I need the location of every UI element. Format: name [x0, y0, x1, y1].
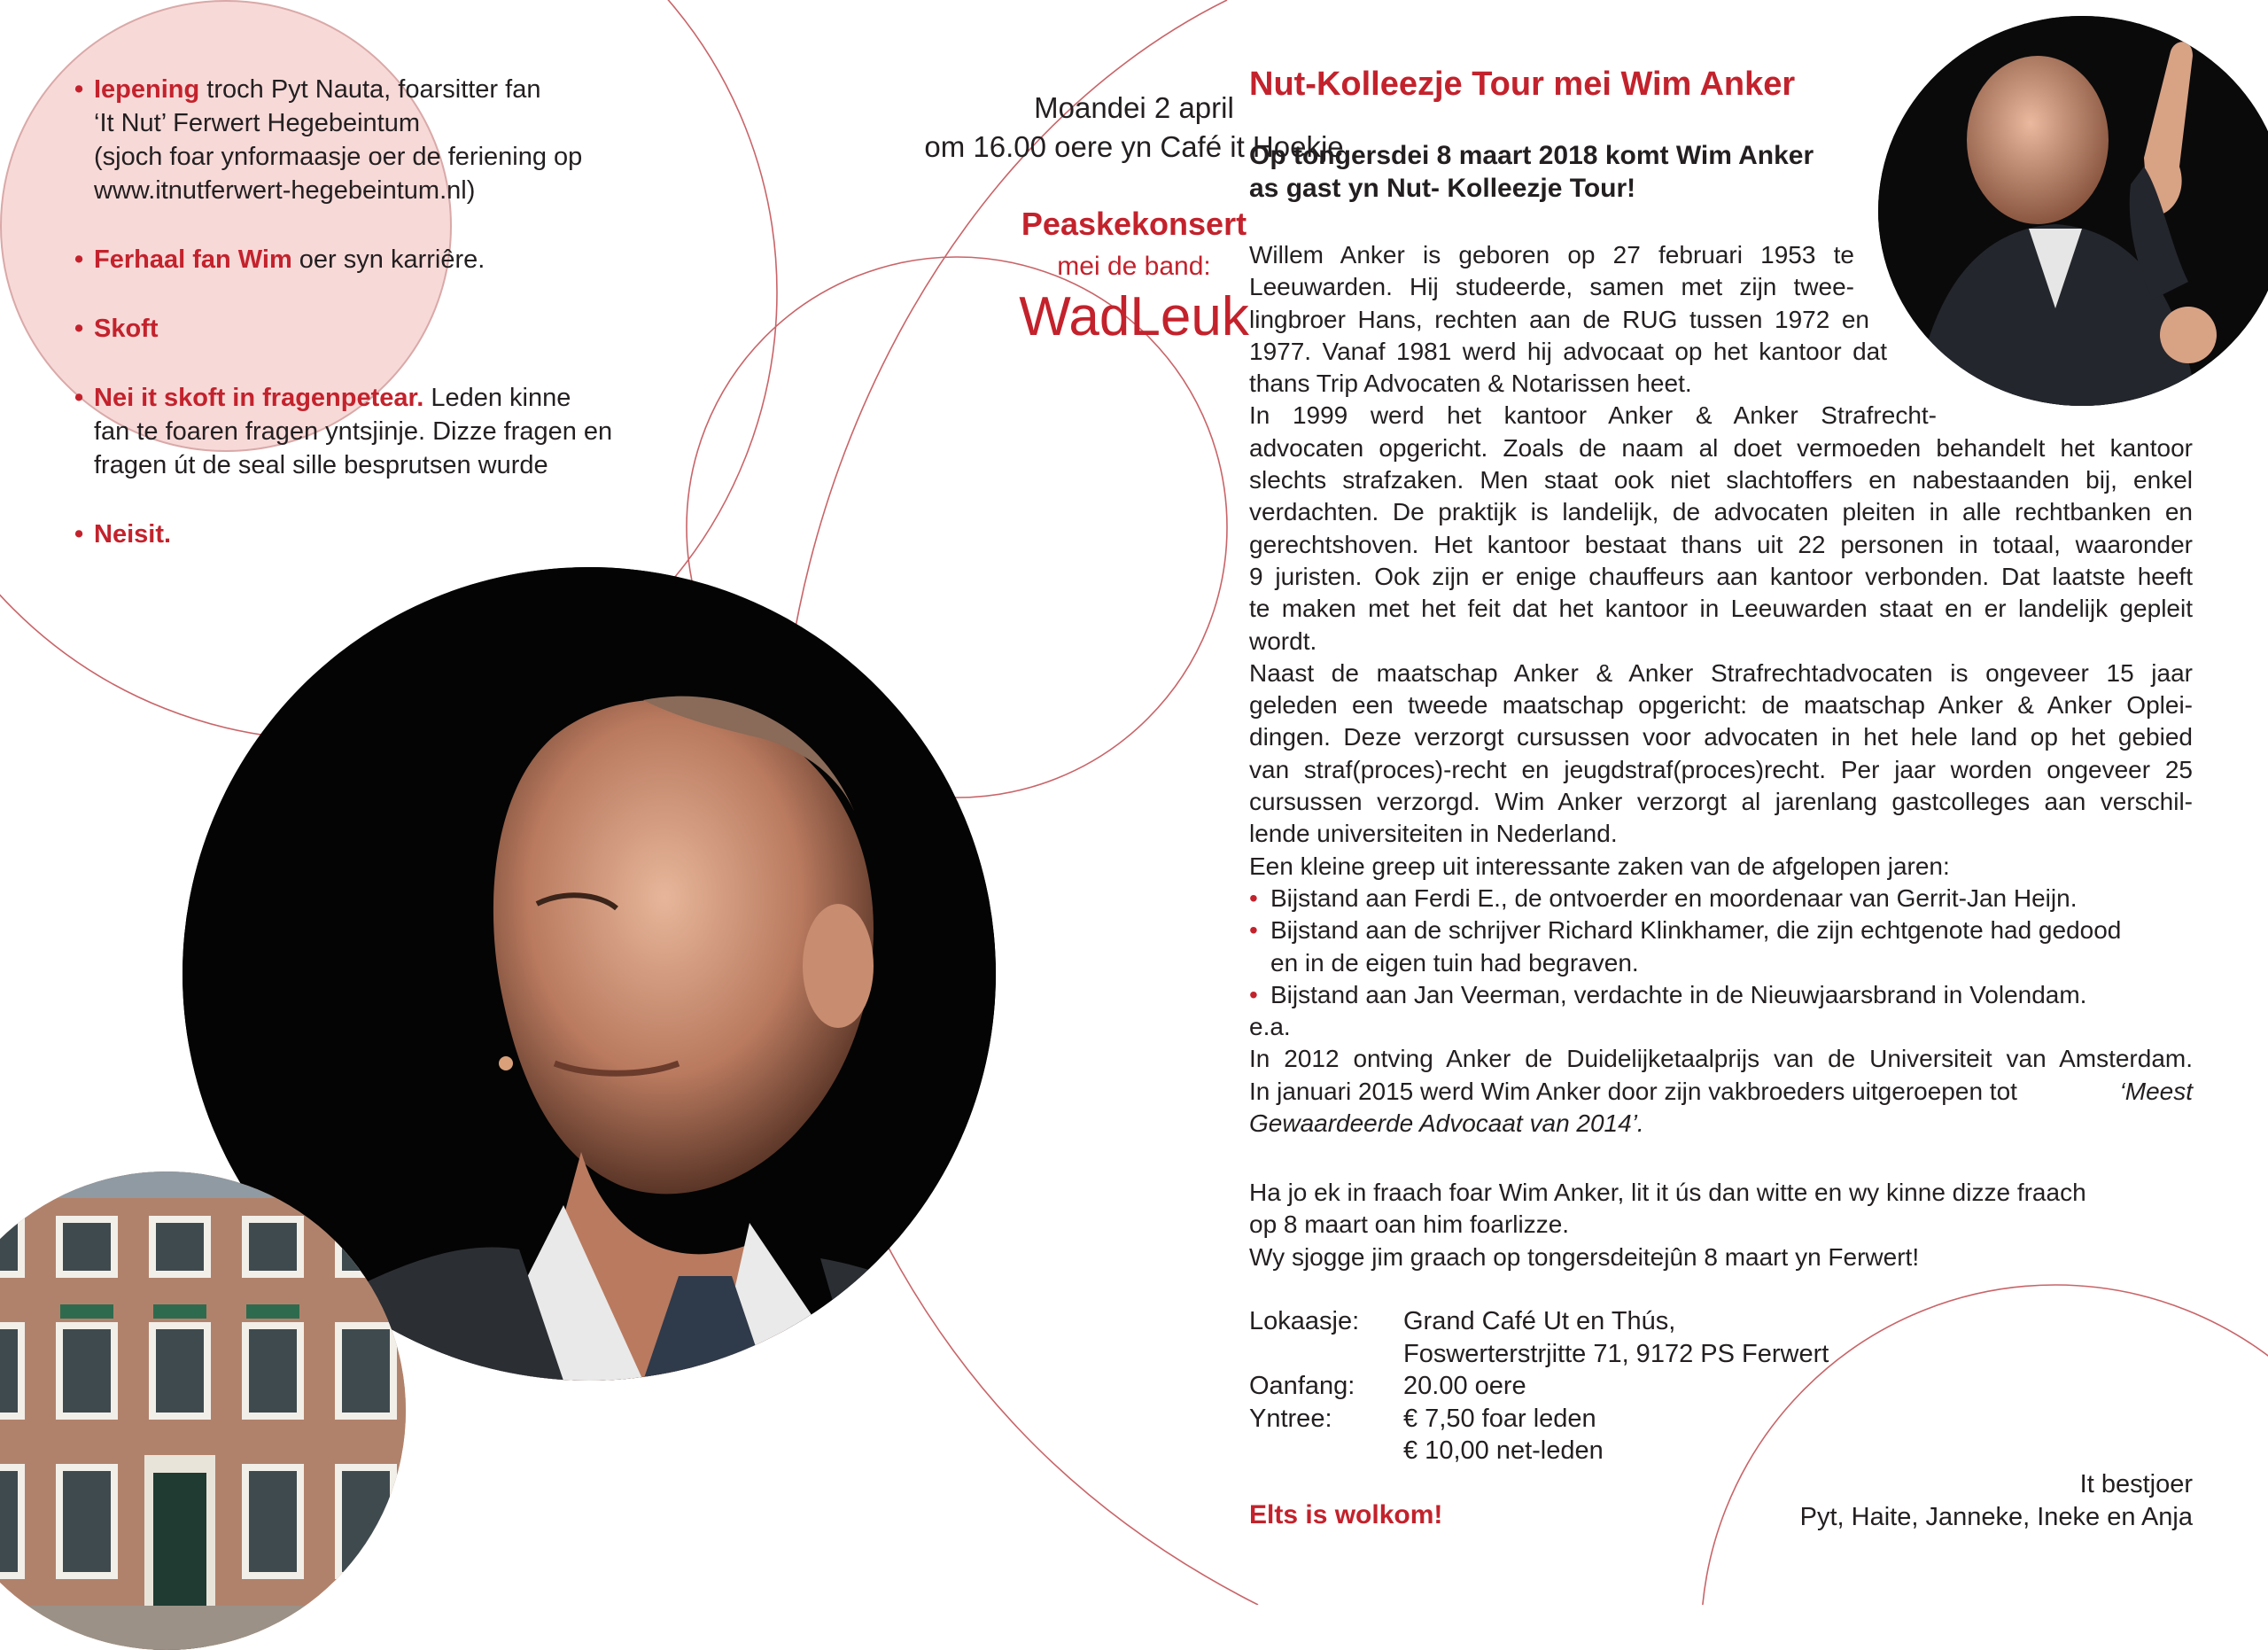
body-line: Leeuwarden. Hij studeerde, samen met zijn twee-: [1249, 273, 1854, 301]
address-value: Foswerterstrjitte 71, 9172 PS Ferwert: [1403, 1339, 1829, 1368]
article-heading: Nut-Kolleezje Tour mei Wim Anker: [1249, 66, 1796, 103]
body-line: slechts strafzaken. Men staat ook niet slachtoffers en nabestaanden bij, enkel: [1249, 466, 2193, 494]
body-line: verdachten. De praktijk is landelijk, de advocaten pleiten in alle rechtbanken en: [1249, 498, 2193, 526]
award-quote-end: Gewaardeerde Advocaat van 2014’.: [1249, 1109, 1644, 1138]
body-line: In januari 2015 werd Wim Anker door zijn vakbroeders uitgeroepen tot ‘Meest: [1249, 1076, 2193, 1108]
board-title: It bestjoer: [2079, 1470, 2193, 1498]
program-item-highlight: Nei it skoft in fragenpetear.: [94, 384, 424, 412]
award-quote-start: ‘Meest: [2119, 1077, 2193, 1105]
program-item-drinks: • Neisit.: [74, 520, 172, 549]
start-value: 20.00 oere: [1403, 1372, 1526, 1400]
body-line: advocaten opgericht. Zoals de naam al doet vermoeden behandelt het kantoor: [1249, 433, 2193, 462]
article-body: [1249, 239, 2193, 1140]
body-line: 1977. Vanaf 1981 werd hij advocaat op het kantoor dat: [1249, 337, 1887, 365]
program-item-highlight: Iepening: [94, 75, 200, 104]
body-line: 9 juristen. Ook zijn er enige chauffeurs aan kantoor verbonden. Dat laatste heeft: [1249, 562, 2193, 590]
closing-text: Ha jo ek in fraach foar Wim Anker, lit it ús dan witte en wy kinne dizze fraach op 8 maart oan him foarlizze. Wy sjogge jim graach op tongersdeitejûn 8 maart yn Ferwert!: [1249, 1179, 2086, 1271]
program-item-opening: • Iepening troch Pyt Nauta, foarsitter fan ‘It Nut’ Ferwert Hegebeintum (sjoch foar ynformaasje oer de feriening op www.itnutferwert-hegebeintum.nl): [74, 75, 583, 205]
body-line: wordt.: [1249, 627, 1317, 655]
case-bullet-continuation: en in de eigen tuin had begraven.: [1270, 948, 1639, 977]
body-line: In 1999 werd het kantoor Anker & Anker Strafrecht-: [1249, 401, 1937, 430]
body-line: thans Trip Advocaten & Notarissen heet.: [1249, 370, 1692, 398]
body-line: Willem Anker is geboren op 27 februari 1953 te: [1249, 241, 1854, 269]
entry-label: Yntree:: [1249, 1404, 1332, 1433]
deco-circle-bottom-right: [1701, 1285, 2268, 1605]
body-line: e.a.: [1249, 1013, 1291, 1041]
body-line: van straf(proces)-recht en jeugdstraf(proces)recht. Per jaar worden ongeveer 25: [1249, 755, 2193, 783]
event-date: Moandei 2 april om 16.00 oere yn Café it Hoekje: [924, 91, 1344, 163]
program-item-story: • Ferhaal fan Wim oer syn karriêre.: [74, 245, 485, 274]
case-bullet: • Bijstand aan Ferdi E., de ontvoerder en moordenaar van Gerrit-Jan Heijn.: [1249, 883, 2078, 912]
body-line: dingen. Deze verzorgt cursussen voor advocaten in het hele land op het gebied: [1249, 723, 2193, 751]
program-item-highlight: Neisit.: [94, 520, 172, 549]
location-label: Lokaasje:: [1249, 1307, 1360, 1335]
location-value: Grand Café Ut en Thús,: [1403, 1307, 1676, 1335]
price-nonmembers: € 10,00 net-leden: [1403, 1436, 1604, 1465]
start-label: Oanfang:: [1249, 1372, 1355, 1400]
body-line: lende universiteiten in Nederland.: [1249, 820, 1618, 848]
program-item-highlight: Ferhaal fan Wim: [94, 245, 292, 274]
body-line: lingbroer Hans, rechten aan de RUG tussen 1972 en: [1249, 305, 1869, 333]
event-concert-title: Peaskekonsert: [1021, 206, 1247, 242]
program-item-highlight: Skoft: [94, 315, 159, 343]
body-line: Naast de maatschap Anker & Anker Strafrechtadvocaten is ongeveer 15 jaar: [1249, 658, 2193, 687]
body-line: te maken met het feit dat het kantoor in Leeuwarden staat en er landelijk gepleit: [1249, 595, 2193, 623]
body-line: cursussen verzorgd. Wim Anker verzorgt al jarenlang gastcolleges aan verschil-: [1249, 788, 2193, 816]
body-line: geleden een tweede maatschap opgericht: de maatschap Anker & Anker Oplei-: [1249, 691, 2193, 720]
article-intro: Op tongersdei 8 maart 2018 komt Wim Anker as gast yn Nut- Kolleezje Tour!: [1249, 141, 1814, 203]
welcome-text: Elts is wolkom!: [1249, 1500, 1443, 1529]
price-members: € 7,50 foar leden: [1403, 1404, 1596, 1433]
program-item-qa: • Nei it skoft in fragenpetear. Leden kinne fan te foaren fragen yntsjinje. Dizze fragen en fragen út de seal sille besprutsen wurde: [74, 384, 613, 479]
event-band-name: WadLeuk: [1019, 286, 1249, 347]
board-members: Pyt, Haite, Janneke, Ineke en Anja: [1799, 1503, 2193, 1531]
board-signature: [1800, 1468, 2193, 1534]
body-line: In 2012 ontving Anker de Duidelijketaalprijs van de Universiteit van Amsterdam.: [1249, 1045, 2193, 1073]
body-line: gerechtshoven. Het kantoor bestaat thans uit 22 personen in totaal, waaronder: [1249, 530, 2193, 558]
body-line: Een kleine greep uit interessante zaken van de afgelopen jaren:: [1249, 852, 1950, 880]
case-bullet: • Bijstand aan Jan Veerman, verdachte in de Nieuwjaarsbrand in Volendam.: [1249, 980, 2087, 1008]
event-band-intro: mei de band:: [1057, 252, 1211, 281]
program-item-break: • Skoft: [74, 315, 159, 343]
case-bullet: • Bijstand aan de schrijver Richard Klinkhamer, die zijn echtgenote had gedood: [1249, 916, 2122, 945]
